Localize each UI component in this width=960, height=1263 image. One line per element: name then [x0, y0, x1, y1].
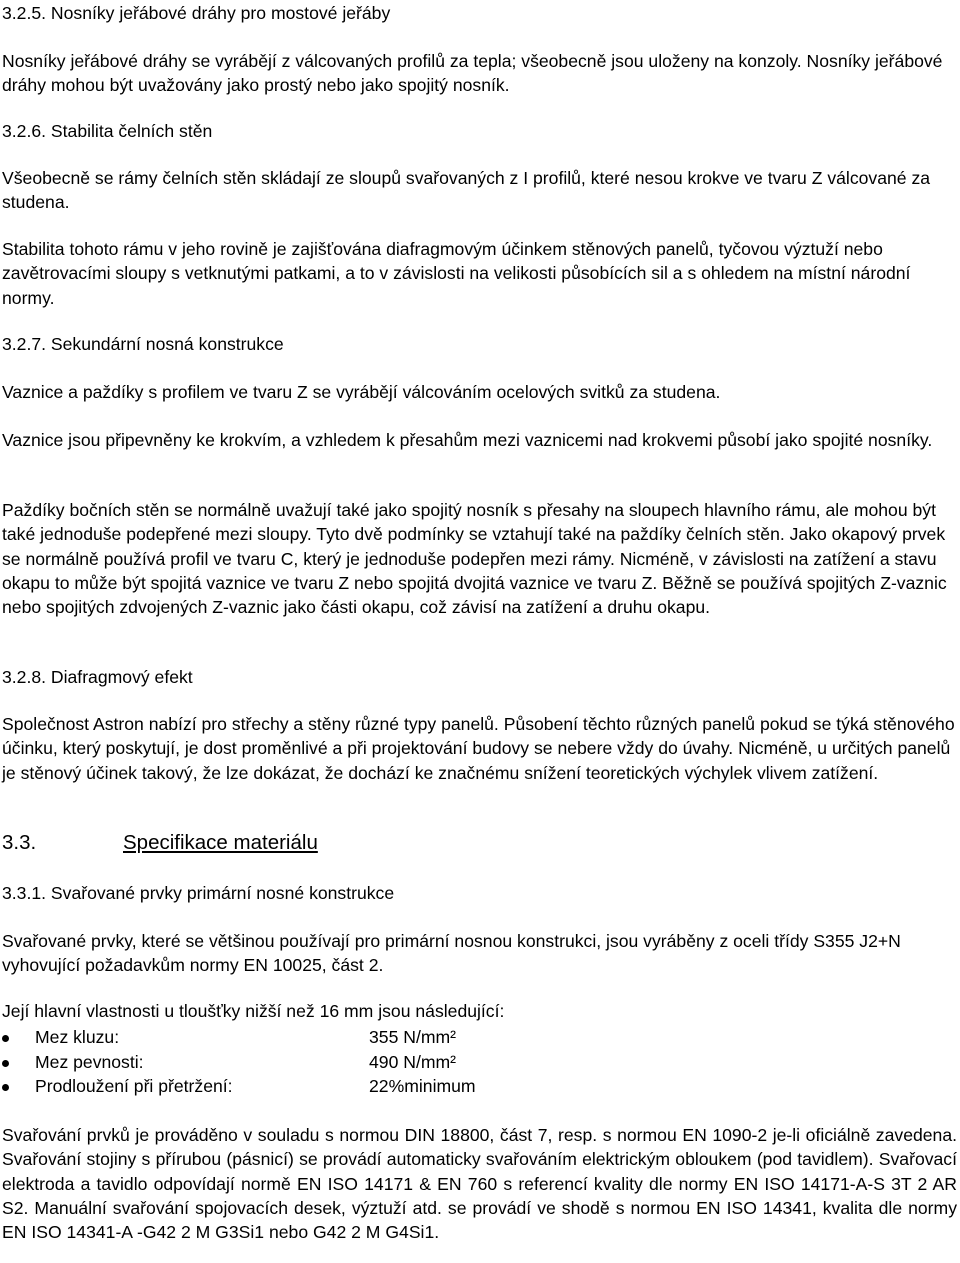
section-number: 3.3.	[2, 831, 37, 854]
section-3-2-7-paragraph-2: Vaznice jsou připevněny ke krokvím, a vzhledem k přesahům mezi vaznicemi nad krokvemi působí jako spojité nosníky.	[2, 430, 933, 450]
list-item	[2, 1050, 957, 1075]
section-3-3-1-paragraph-1: Svařované prvky, které se většinou používají pro primární nosnou konstrukci, jsou vyráběny z oceli třídy S355 J2+N vyhovující požadavkům normy EN 10025, část 2.	[2, 931, 901, 976]
property-value: 490 N/mm²	[369, 1051, 457, 1072]
section-3-2-6-heading: 3.2.6. Stabilita čelních stěn	[2, 121, 213, 141]
section-3-3-1-heading: 3.3.1. Svařované prvky primární nosné konstrukce	[2, 883, 395, 903]
section-3-3-heading	[2, 831, 957, 855]
list-item	[2, 1025, 957, 1050]
property-label: Mez pevnosti:	[35, 1051, 144, 1072]
properties-intro: Její hlavní vlastnosti u tloušťky nižší než 16 mm jsou následující:	[2, 1001, 505, 1021]
property-value: 355 N/mm²	[369, 1027, 457, 1047]
list-item	[2, 1074, 957, 1099]
section-3-2-6-paragraph-1: Všeobecně se rámy čelních stěn skládají ze sloupů svařovaných z I profilů, které nesou krokve ve tvaru Z válcované za studena.	[2, 168, 931, 213]
section-3-2-7-heading: 3.2.7. Sekundární nosná konstrukce	[2, 334, 284, 354]
section-3-2-7-paragraph-1: Vaznice a paždíky s profilem ve tvaru Z se vyrábějí válcováním ocelových svitků za studena.	[2, 382, 721, 402]
bullet-icon	[2, 1060, 9, 1067]
property-label: Mez kluzu:	[35, 1027, 120, 1047]
section-3-2-7-paragraph-3: Paždíky bočních stěn se normálně uvažují také jako spojitý nosník s přesahy na sloupech hlavního rámu, ale mohou být také jednoduše podepřené mezi sloupy. Tyto dvě podmínky se vztahují také na paždíky čelních stěn. Jako okapový prvek se normálně používá profil ve tvaru C, který je jednoduše podepřen mezi rámy. Nicméně, v závislosti na zatížení a stavu okapu to může být spojitá vaznice ve tvaru Z nebo spojitá dvojitá vaznice ve tvaru Z. Běžně se používá spojitých Z-vaznic nebo spojitých zdvojených Z-vaznic jako části okapu, což závisí na zatížení a druhu okapu.	[2, 500, 947, 618]
section-3-3-1-paragraph-2: Svařování prvků je prováděno v souladu s normou DIN 18800, část 7, resp. s normou EN 1090-2 je-li oficiálně zavedena. Svařování stojiny s přírubou (pásnicí) se provádí automaticky svařováním elektrickým obloukem (pod tavidlem). Svařovací elektroda a tavidlo odpovídají normě EN ISO 14171 & EN 760 s referencí kvality dle normy EN ISO 14171-A-S 3T 2 AR S2. Manuální svařování spojovacích desek, výztuží atd. se provádí ve shodě s normou EN ISO 14341, kvalita dle normy EN ISO 14341-A -G42 2 M G3Si1 nebo G42 2 M G4Si1.	[2, 1125, 957, 1243]
section-3-2-8-heading: 3.2.8. Diafragmový efekt	[2, 667, 193, 687]
bullet-icon	[2, 1035, 9, 1042]
section-3-2-5-paragraph: Nosníky jeřábové dráhy se vyrábějí z válcovaných profilů za tepla; všeobecně jsou uloženy na konzoly. Nosníky jeřábové dráhy mohou být uvažovány jako prostý nebo jako spojitý nosník.	[2, 51, 943, 96]
section-title: Specifikace materiálu	[123, 831, 318, 854]
section-3-2-6-paragraph-2: Stabilita tohoto rámu v jeho rovině je zajišťována diafragmovým účinkem stěnových panelů, tyčovou výztuží nebo zavětrovacími sloupy s vetknutými patkami, a to v závislosti na velikosti působících sil a s ohledem na místní národní normy.	[2, 239, 911, 308]
section-3-2-5-heading: 3.2.5. Nosníky jeřábové dráhy pro mostové jeřáby	[2, 3, 391, 23]
property-value: 22%minimum	[369, 1076, 476, 1097]
bullet-icon	[2, 1084, 9, 1091]
properties-list	[2, 1025, 957, 1099]
section-3-2-8-paragraph: Společnost Astron nabízí pro střechy a stěny různé typy panelů. Působení těchto různých panelů pokud se týká stěnového účinku, který poskytují, je dost proměnlivé a při projektování budovy se nebere vždy do úvahy. Nicméně, u určitých panelů je stěnový účinek takový, že lze dokázat, že dochází ke značnému snížení teoretických výchylek vlivem zatížení.	[2, 714, 955, 783]
property-label: Prodloužení při přetržení:	[35, 1076, 233, 1097]
